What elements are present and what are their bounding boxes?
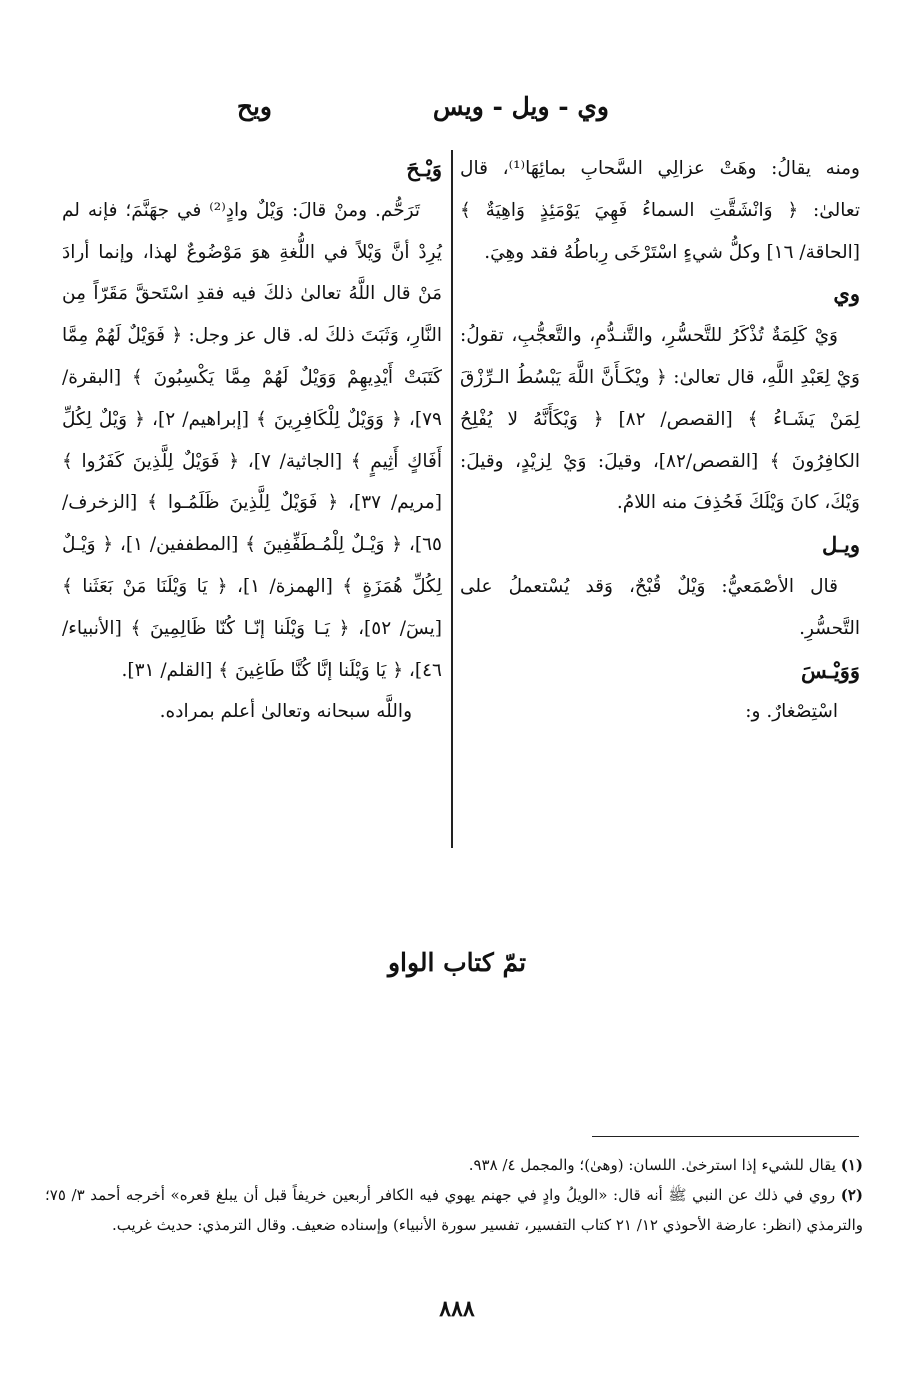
footnotes [45,1150,863,1240]
entry-heading-wais: وَوَيْـسَ [800,657,860,683]
footnote-number: (٢) [840,1186,863,1204]
footnote-rule [592,1136,859,1137]
footnote-text: روي في ذلك عن النبي ﷺ أنه قال: «الويلُ وادٍ في جهنم يهوي فيه الكافر أربعين خريفاً قبل أن يبلغ قعره» أخرجه أحمد ٣/ ٧٥؛ والترمذي (انظر: عارضة الأحوذي ١٢/ ٢١ كتاب التفسير، تفسير سورة الأنبياء) وإسناده ضعيف. وقال الترمذي: حديث غريب. [45,1186,863,1234]
page-number: ٨٨٨ [439,1296,475,1322]
footnote-number: (١) [840,1156,863,1174]
footnote-text: يقال للشيء إذا استرخىٰ. اللسان: (وهىٰ)؛ والمجمل ٤/ ٩٣٨. [468,1156,836,1174]
paragraph: وَيْ كَلِمَةٌ تُذْكَرُ للتَّحسُّرِ، والتَّنـدُّمِ، والتَّعجُّبِ، تقولُ: وَيْ لِعَبْدِ اللَّهِ، قال تعالىٰ: ﴿ ويْكَـأَنَّ اللَّهَ يَبْسُطُ الـرِّزْقَ لِمَنْ يَشَـاءُ ﴾ [القصص/ ٨٢] ﴿ وَيْكَأَنَّهُ لا يُفْلِحُ الكافِرُونَ ﴾ [القصص/٨٢]، وقيلَ: وَيْ لِزيْدٍ، وقيلَ: وَيْكَ، كانَ وَيْلَكَ فَحُذِفَ منه اللامُ. [460,325,860,514]
left-column [62,148,442,733]
paragraph: اسْتِصْغارٌ. و: [745,701,838,723]
column-divider [451,150,453,848]
paragraph: تَرَحُّم. ومنْ قالَ: وَيْلٌ وادٍ⁽²⁾ في جهَنَّمَ؛ فإنه لم يُرِدْ أنَّ وَيْلاً في اللُّغةِ هوَ مَوْضُوعٌ لهذا، وإنما أرادَ مَنْ قال اللَّهُ تعالىٰ ذلكَ فيه فقدِ اسْتَحقَّ مَقَرّاً مِن النَّارِ، وَثَبَتَ ذلكَ له. قال عز وجل: ﴿ فَوَيْلٌ لَهُمْ مِمَّا كَتَبَتْ أَيْدِيهِمْ وَوَيْلٌ لَهُمْ مِمَّا يَكْسِبُونَ ﴾ [البقرة/ ٧٩]، ﴿ وَوَيْلٌ لِلْكَافِرِينَ ﴾ [إبراهيم/ ٢]، ﴿ وَيْلٌ لِكُلِّ أَفَاكٍ أَثِيمٍ ﴾ [الجاثية/ ٧]، ﴿ فَوَيْلٌ لِلَّذِينَ كَفَرُوا ﴾ [مريم/ ٣٧]، ﴿ فَوَيْلٌ لِلَّذِينَ ظَلَمُـوا ﴾ [الزخرف/ ٦٥]، ﴿ وَيْـلٌ لِلْمُـطَفِّفِينَ ﴾ [المطففين/ ١]، ﴿ وَيْـلٌ لِكُلِّ هُمَزَةٍ ﴾ [الهمزة/ ١]، ﴿ يَا وَيْلَنَا مَنْ بَعَثَنا ﴾ [يسٓ/ ٥٢]، ﴿ يَـا وَيْلَنا إنّـا كُنّا ظَالِمِينَ ﴾ [الأنبياء/ ٤٦]، ﴿ يَا وَيْلَنا إنَّا كُنَّا طَاغِينَ ﴾ [القلم/ ٣١]. [62,199,442,681]
paragraph: قال الأصْمَعيُّ: وَيْلٌ قُبْحٌ، وَقد يُسْتعملُ على التَّحسُّرِ. [460,575,860,639]
paragraph: ومنه يقالُ: وهَتْ عزالِي السَّحابِ بمائِهَا⁽¹⁾، قال تعالىٰ: ﴿ وَانْشَقَّتِ السماءُ فَهِيَ يَوْمَئِذٍ وَاهِيَةٌ ﴾ [الحاقة/ ١٦] وكلُّ شيءٍ اسْتَرْخَى رِباطُهُ فقد وهِيَ. [460,158,860,263]
footnote [45,1180,863,1240]
entry-heading-wail: ويـل [821,532,860,558]
entry-heading-waih: وَيْـحَ [406,156,442,181]
closing-line: واللَّه سبحانه وتعالىٰ أعلم بمراده. [159,701,412,723]
book-end-title: تمّ كتاب الواو [387,948,527,977]
running-head-right: وي - ويل - ويس [432,92,609,121]
right-column [460,148,860,733]
running-head-left: ويح [236,92,272,121]
entry-heading-wai: وي [833,281,860,307]
footnote [45,1150,863,1180]
